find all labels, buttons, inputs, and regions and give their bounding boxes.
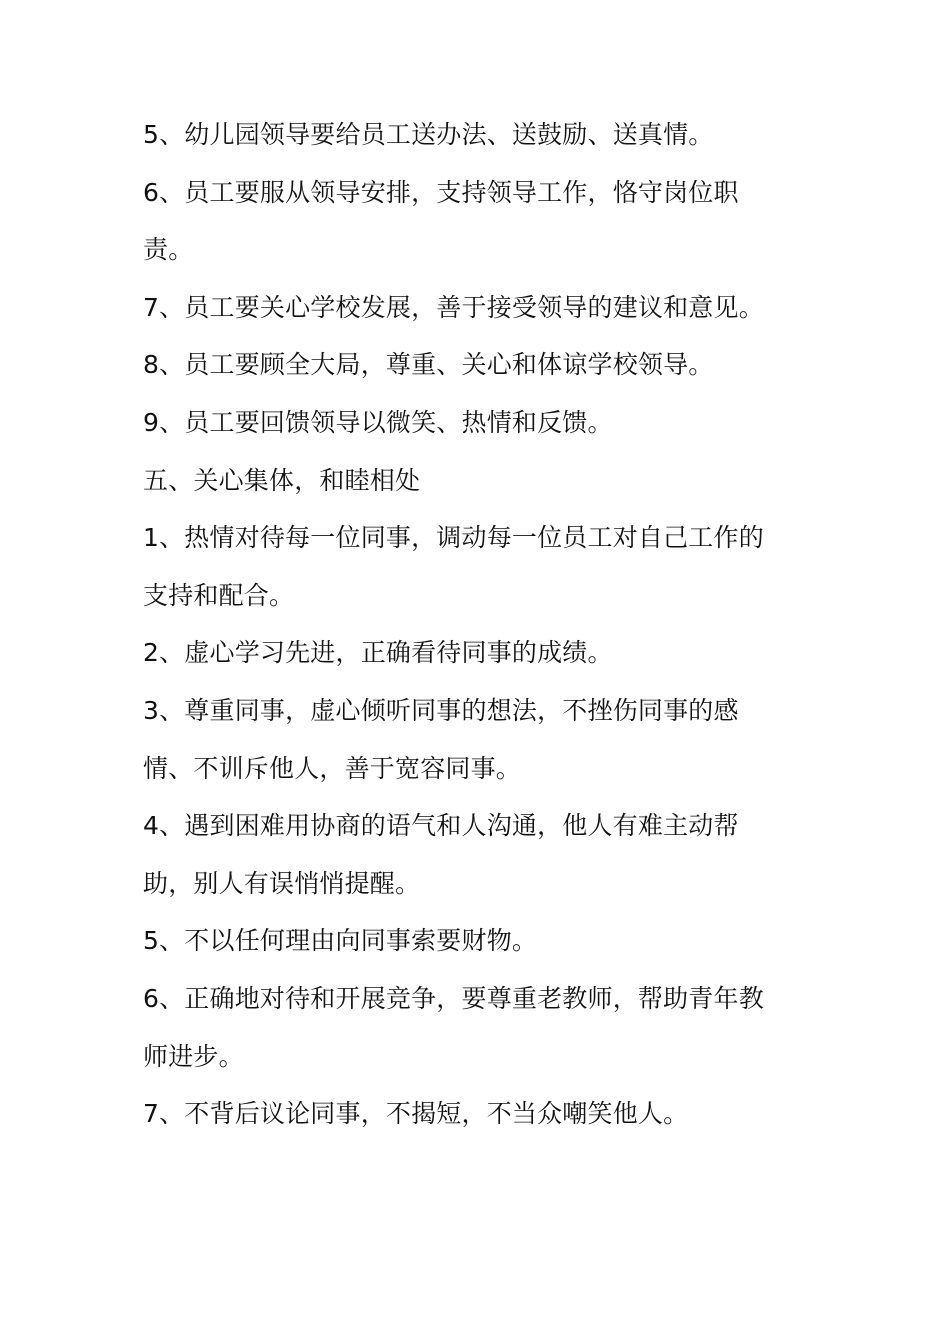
section-heading: 五、关心集体，和睦相处 <box>143 465 421 495</box>
text-line: 5、幼儿园领导要给员工送办法、送鼓励、送真情。 <box>143 120 714 149</box>
text-line: 情、不训斥他人，善于宽容同事。 <box>143 753 522 783</box>
text-line: 助，别人有误悄悄提醒。 <box>143 868 421 898</box>
text-line: 师进步。 <box>143 1041 244 1071</box>
text-line: 责。 <box>143 235 194 265</box>
text-line: 7、不背后议论同事，不揭短，不当众嘲笑他人。 <box>143 1099 689 1129</box>
text-line: 8、员工要顾全大局，尊重、关心和体谅学校领导。 <box>143 350 714 380</box>
text-line: 6、员工要服从领导安排，支持领导工作，恪守岗位职 <box>143 177 739 207</box>
text-line: 9、员工要回馈领导以微笑、热情和反馈。 <box>143 407 613 437</box>
text-line: 4、遇到困难用协商的语气和人沟通，他人有难主动帮 <box>143 811 739 841</box>
text-line: 3、尊重同事，虚心倾听同事的想法，不挫伤同事的感 <box>143 695 739 725</box>
text-line: 6、正确地对待和开展竞争，要尊重老教师，帮助青年教 <box>143 983 764 1013</box>
text-line: 5、不以任何理由向同事索要财物。 <box>143 926 538 956</box>
document-body <box>143 106 808 1143</box>
text-line: 7、员工要关心学校发展，善于接受领导的建议和意见。 <box>143 292 764 322</box>
text-line: 1、热情对待每一位同事，调动每一位员工对自己工作的 <box>143 523 764 553</box>
text-line: 支持和配合。 <box>143 580 295 610</box>
text-line: 2、虚心学习先进，正确看待同事的成绩。 <box>143 638 613 668</box>
